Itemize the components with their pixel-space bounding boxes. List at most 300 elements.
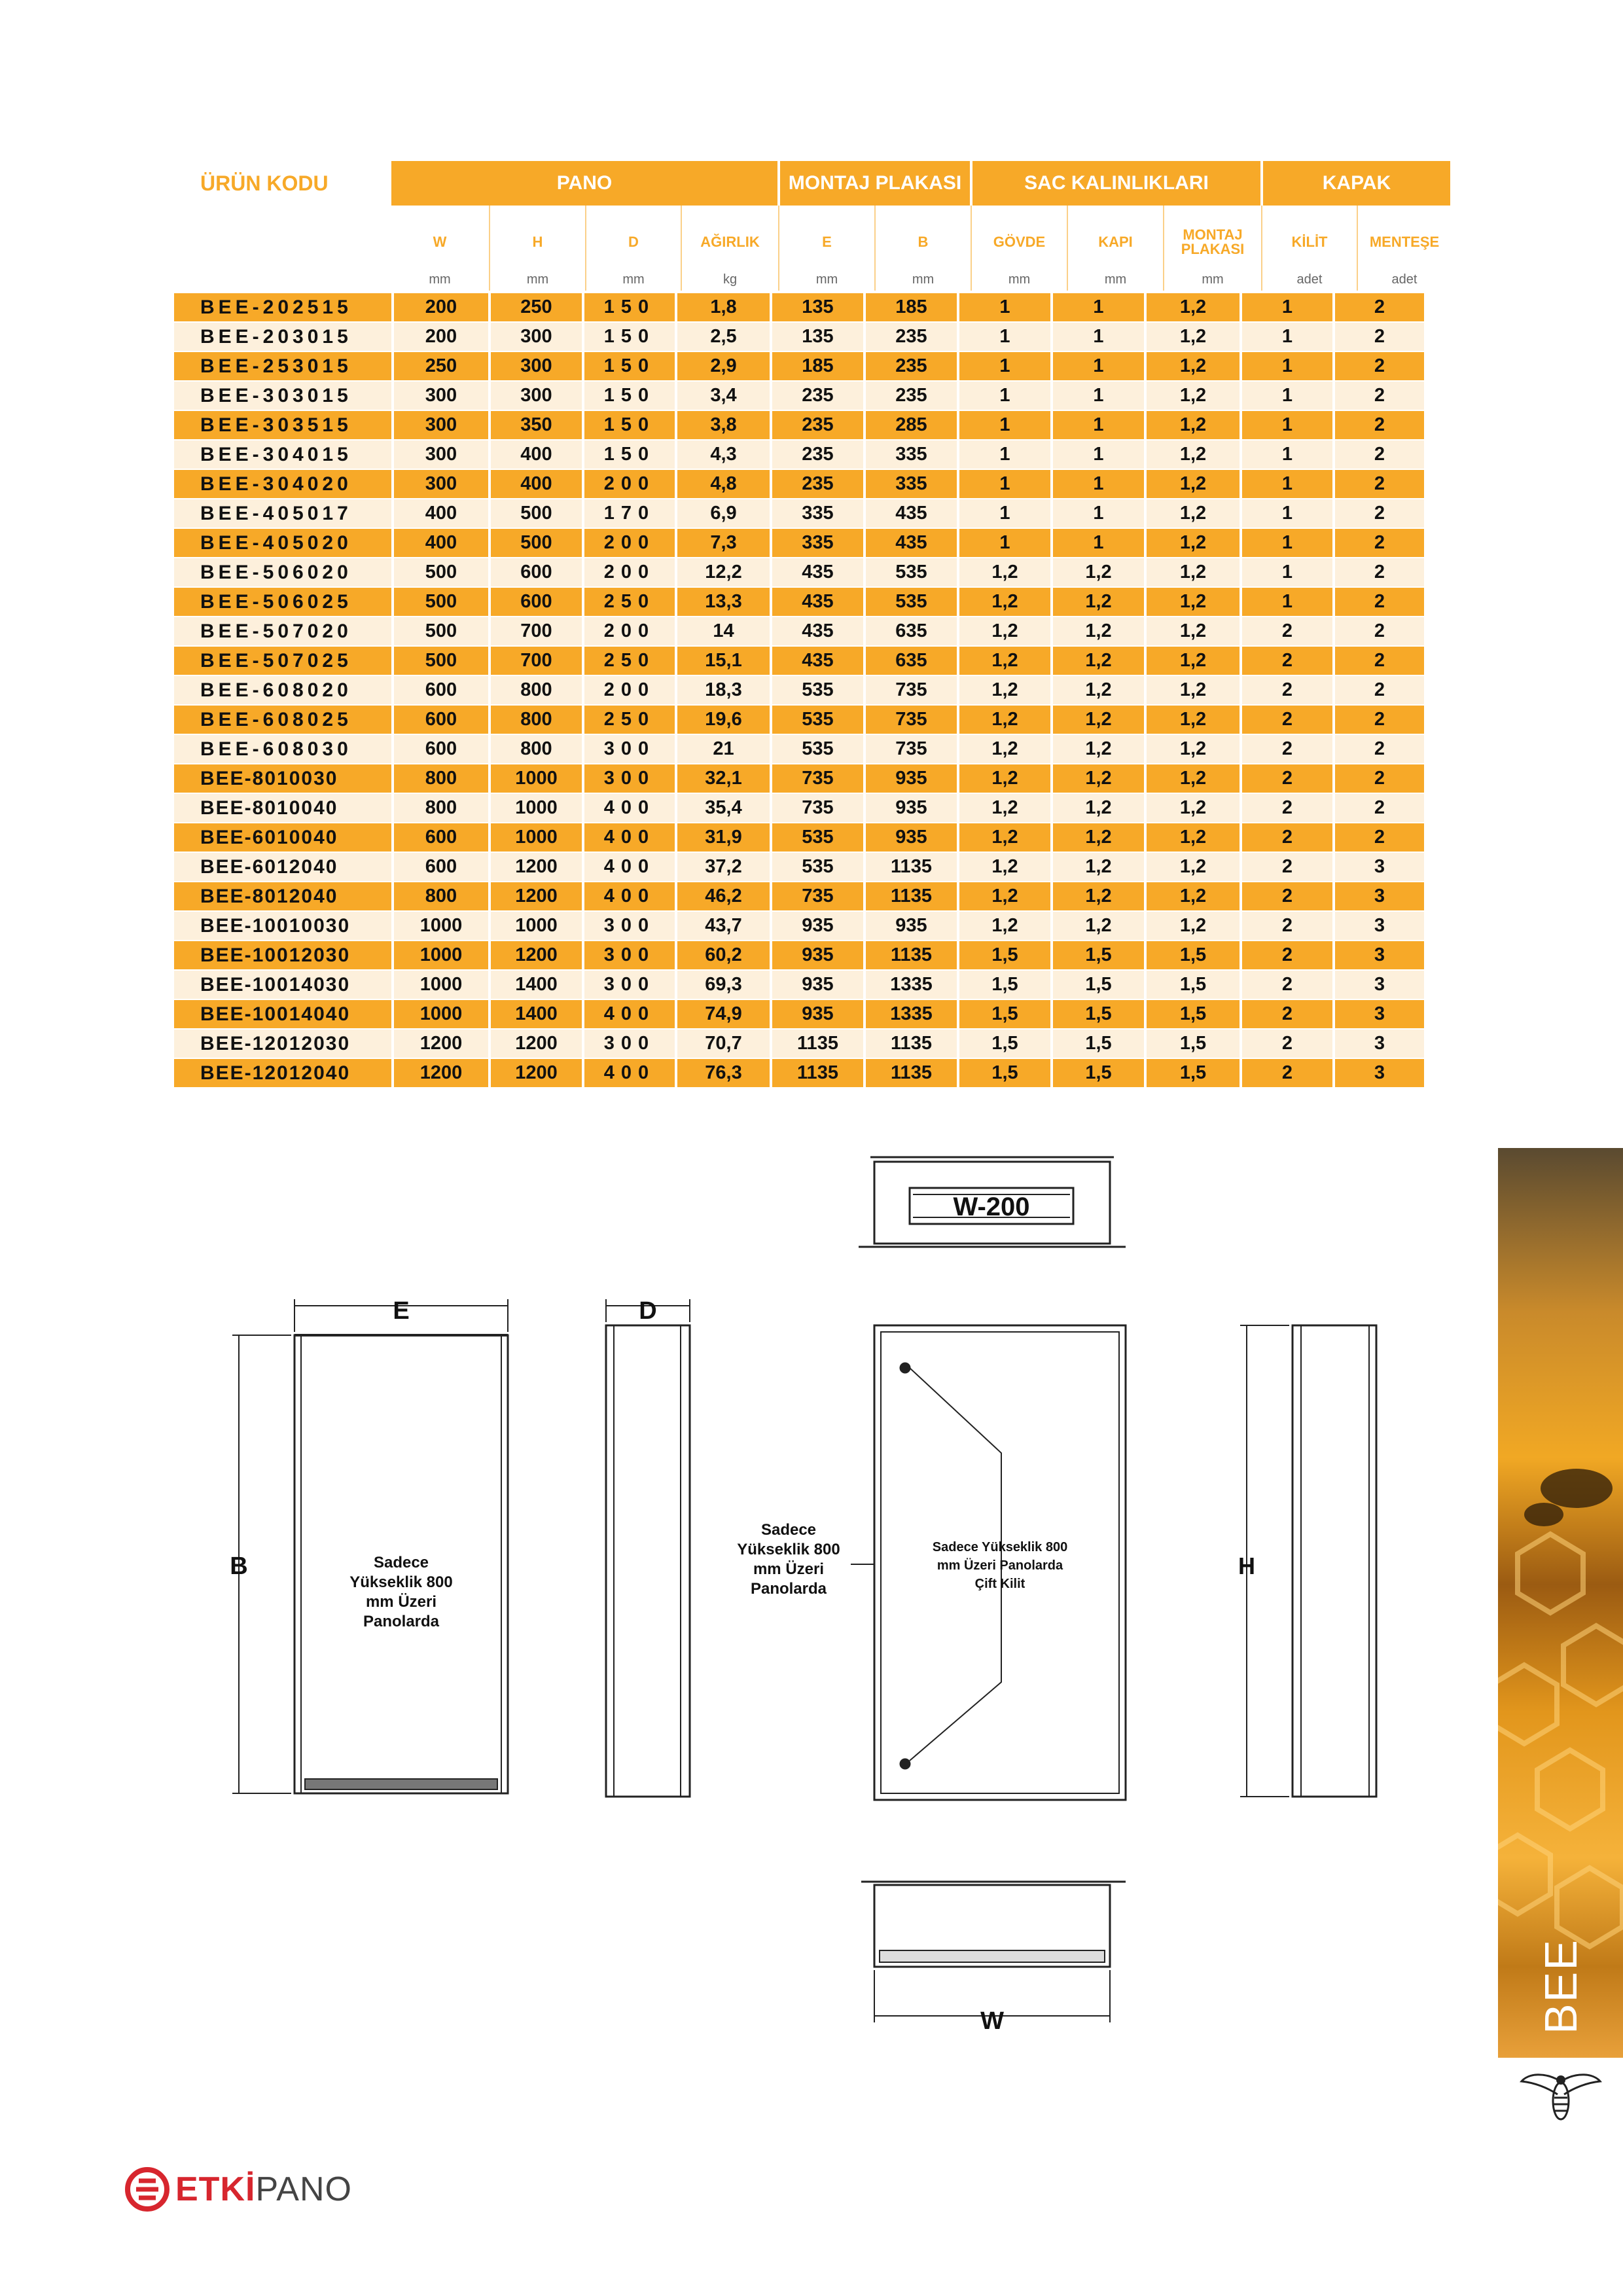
column-divider	[585, 206, 586, 291]
table-cell: 1200	[491, 882, 582, 910]
product-code-cell: BEE-8010030	[174, 764, 391, 793]
table-cell: 1,2	[1147, 853, 1240, 881]
table-cell: 935	[866, 794, 957, 822]
table-cell: 69,3	[677, 971, 770, 999]
table-cell: 1000	[394, 941, 488, 969]
table-cell: 235	[772, 411, 863, 439]
table-cell: 2,5	[677, 323, 770, 351]
table-cell: 1,2	[1053, 676, 1144, 704]
table-cell: 1	[959, 352, 1050, 380]
side-note-line4: Panolarda	[750, 1580, 827, 1598]
dim-label-w: W	[980, 2007, 1004, 2035]
table-cell: 250	[491, 293, 582, 321]
table-cell: 435	[772, 617, 863, 645]
table-cell: 2	[1335, 499, 1424, 528]
table-cell: 12,2	[677, 558, 770, 586]
table-cell: 1,2	[959, 823, 1050, 852]
table-cell: 400	[584, 1000, 675, 1028]
table-cell: 1000	[394, 971, 488, 999]
table-cell: 1,2	[1147, 617, 1240, 645]
column-header: GÖVDE	[993, 234, 1046, 250]
table-cell: 150	[584, 293, 675, 321]
table-row	[174, 941, 1450, 969]
table-cell: 1,5	[959, 1000, 1050, 1028]
column-divider	[489, 206, 490, 291]
dim-label-b: B	[230, 1552, 248, 1580]
table-cell: 2	[1335, 764, 1424, 793]
table-cell: 1,2	[1053, 706, 1144, 734]
table-cell: 800	[491, 735, 582, 763]
product-code-cell: BEE-8012040	[174, 882, 391, 910]
table-cell: 1,2	[1147, 558, 1240, 586]
table-cell: 21	[677, 735, 770, 763]
table-cell: 1,2	[959, 912, 1050, 940]
product-table	[174, 293, 1450, 1088]
table-cell: 2	[1242, 647, 1332, 675]
table-row	[174, 470, 1450, 498]
table-cell: 1,2	[1147, 529, 1240, 557]
front-note-line3: mm Üzeri	[365, 1593, 437, 1611]
table-cell: 300	[394, 470, 488, 498]
table-row	[174, 1000, 1450, 1028]
table-cell: 2	[1242, 971, 1332, 999]
table-cell: 435	[772, 588, 863, 616]
side-note-line2: Yükseklik 800	[737, 1541, 840, 1558]
column-header: D	[628, 234, 639, 250]
table-cell: 600	[491, 588, 582, 616]
product-code-cell: BEE-608020	[174, 676, 391, 704]
product-code-cell: BEE-253015	[174, 352, 391, 380]
table-cell: 1,2	[959, 764, 1050, 793]
table-cell: 2	[1335, 823, 1424, 852]
table-cell: 300	[491, 352, 582, 380]
table-cell: 300	[394, 382, 488, 410]
table-cell: 1	[1242, 440, 1332, 469]
table-cell: 535	[772, 823, 863, 852]
table-cell: 1,5	[1147, 941, 1240, 969]
column-divider	[1067, 206, 1068, 291]
table-cell: 1200	[394, 1059, 488, 1087]
column-unit: mm	[429, 272, 451, 287]
table-cell: 400	[584, 794, 675, 822]
table-cell: 2	[1242, 823, 1332, 852]
table-cell: 1,2	[1147, 411, 1240, 439]
right-side-view-drawing	[1240, 1325, 1376, 1797]
table-cell: 1200	[491, 1030, 582, 1058]
table-cell: 1	[1053, 470, 1144, 498]
table-cell: 285	[866, 411, 957, 439]
column-header: KAPI	[1098, 234, 1133, 250]
table-cell: 4,3	[677, 440, 770, 469]
table-cell: 2	[1242, 1030, 1332, 1058]
table-cell: 1,2	[1053, 558, 1144, 586]
table-cell: 1,2	[1053, 882, 1144, 910]
table-cell: 1,2	[1147, 676, 1240, 704]
table-cell: 37,2	[677, 853, 770, 881]
table-cell: 1135	[866, 1030, 957, 1058]
table-row	[174, 411, 1450, 439]
table-cell: 300	[394, 440, 488, 469]
product-code-cell: BEE-10014040	[174, 1000, 391, 1028]
table-cell: 1135	[866, 941, 957, 969]
table-cell: 535	[772, 676, 863, 704]
column-header: H	[532, 234, 543, 250]
table-cell: 1	[959, 323, 1050, 351]
column-unit: adet	[1296, 272, 1323, 287]
table-cell: 2	[1335, 470, 1424, 498]
side-note-line3: mm Üzeri	[753, 1560, 825, 1578]
table-row	[174, 499, 1450, 528]
table-cell: 1,5	[1053, 1000, 1144, 1028]
table-cell: 1,2	[959, 706, 1050, 734]
table-cell: 535	[772, 853, 863, 881]
table-cell: 335	[772, 499, 863, 528]
table-row	[174, 764, 1450, 793]
table-cell: 235	[772, 470, 863, 498]
product-code-cell: BEE-6010040	[174, 823, 391, 852]
table-cell: 1	[1242, 352, 1332, 380]
table-cell: 2	[1335, 558, 1424, 586]
table-cell: 150	[584, 411, 675, 439]
dim-label-h: H	[1238, 1552, 1255, 1579]
column-unit: mm	[526, 272, 549, 287]
table-cell: 2	[1335, 794, 1424, 822]
side-view-drawing	[606, 1299, 690, 1797]
table-cell: 400	[584, 882, 675, 910]
table-cell: 400	[584, 823, 675, 852]
table-cell: 200	[394, 323, 488, 351]
front-note-line4: Panolarda	[363, 1613, 440, 1630]
table-cell: 74,9	[677, 1000, 770, 1028]
table-cell: 1000	[394, 1000, 488, 1028]
table-cell: 600	[394, 735, 488, 763]
table-cell: 135	[772, 323, 863, 351]
table-row	[174, 706, 1450, 734]
brand-prefix: ETKİ	[175, 2170, 256, 2208]
table-cell: 1,2	[1147, 823, 1240, 852]
table-cell: 250	[394, 352, 488, 380]
table-cell: 600	[394, 706, 488, 734]
table-cell: 500	[394, 588, 488, 616]
table-cell: 3	[1335, 1059, 1424, 1087]
table-cell: 1	[959, 411, 1050, 439]
table-cell: 185	[866, 293, 957, 321]
table-cell: 600	[394, 823, 488, 852]
table-cell: 1135	[866, 1059, 957, 1087]
table-cell: 1,5	[1147, 1030, 1240, 1058]
table-cell: 3	[1335, 971, 1424, 999]
table-row	[174, 912, 1450, 940]
column-unit: mm	[1008, 272, 1031, 287]
table-cell: 1,2	[1147, 794, 1240, 822]
table-cell: 535	[866, 588, 957, 616]
product-code-cell: BEE-303015	[174, 382, 391, 410]
product-code-cell: BEE-8010040	[174, 794, 391, 822]
bee-icon	[1518, 2068, 1603, 2127]
table-cell: 6,9	[677, 499, 770, 528]
table-cell: 2	[1242, 735, 1332, 763]
table-cell: 2	[1242, 912, 1332, 940]
table-cell: 935	[866, 823, 957, 852]
table-cell: 2	[1335, 382, 1424, 410]
table-cell: 935	[866, 764, 957, 793]
table-cell: 935	[772, 1000, 863, 1028]
table-cell: 1,5	[1147, 1059, 1240, 1087]
table-cell: 1,2	[1147, 382, 1240, 410]
table-row	[174, 440, 1450, 469]
table-cell: 500	[394, 558, 488, 586]
product-code-cell: BEE-12012030	[174, 1030, 391, 1058]
table-cell: 1	[1053, 529, 1144, 557]
table-cell: 300	[584, 735, 675, 763]
table-cell: 1,2	[1053, 735, 1144, 763]
table-cell: 1000	[491, 794, 582, 822]
table-cell: 150	[584, 352, 675, 380]
table-cell: 1000	[491, 823, 582, 852]
table-cell: 200	[584, 558, 675, 586]
table-cell: 635	[866, 647, 957, 675]
table-cell: 31,9	[677, 823, 770, 852]
dim-label-d: D	[639, 1297, 657, 1325]
table-cell: 2	[1242, 882, 1332, 910]
table-row	[174, 971, 1450, 999]
table-cell: 1,2	[1147, 647, 1240, 675]
column-divider	[1163, 206, 1164, 291]
table-cell: 43,7	[677, 912, 770, 940]
table-cell: 2	[1335, 588, 1424, 616]
product-code-cell: BEE-405017	[174, 499, 391, 528]
honeycomb-decoration	[1498, 1148, 1623, 2058]
table-cell: 2	[1335, 440, 1424, 469]
table-cell: 1,5	[1147, 1000, 1240, 1028]
table-cell: 1,2	[1147, 764, 1240, 793]
table-cell: 735	[866, 735, 957, 763]
table-cell: 2	[1242, 676, 1332, 704]
table-cell: 300	[491, 382, 582, 410]
table-cell: 1,2	[959, 588, 1050, 616]
table-cell: 235	[772, 382, 863, 410]
column-header: W	[433, 234, 447, 250]
table-row	[174, 1059, 1450, 1087]
table-cell: 400	[584, 853, 675, 881]
brand-suffix: PANO	[255, 2170, 352, 2208]
table-cell: 235	[866, 352, 957, 380]
table-row	[174, 352, 1450, 380]
table-cell: 1,2	[1053, 853, 1144, 881]
table-cell: 1135	[772, 1030, 863, 1058]
table-cell: 1	[1242, 470, 1332, 498]
table-cell: 1,2	[959, 558, 1050, 586]
table-cell: 35,4	[677, 794, 770, 822]
table-cell: 1,2	[1147, 499, 1240, 528]
table-cell: 1	[959, 440, 1050, 469]
table-cell: 1,2	[959, 617, 1050, 645]
table-row	[174, 823, 1450, 852]
column-header: MENTEŞE	[1369, 234, 1440, 250]
table-cell: 250	[584, 588, 675, 616]
column-header: MONTAJ PLAKASI	[1181, 226, 1245, 257]
table-cell: 400	[491, 470, 582, 498]
table-cell: 535	[772, 735, 863, 763]
table-cell: 700	[491, 617, 582, 645]
table-cell: 600	[394, 676, 488, 704]
column-unit: mm	[1202, 272, 1224, 287]
table-cell: 1,2	[1053, 764, 1144, 793]
table-cell: 435	[866, 529, 957, 557]
column-divider	[778, 206, 779, 291]
column-unit: kg	[722, 272, 738, 287]
table-cell: 1,2	[1147, 352, 1240, 380]
table-cell: 1	[1053, 499, 1144, 528]
side-note-line1: Sadece	[760, 1521, 817, 1539]
group-header-pano: PANO	[391, 161, 777, 206]
table-cell: 800	[491, 706, 582, 734]
table-cell: 700	[491, 647, 582, 675]
table-cell: 1000	[491, 912, 582, 940]
table-cell: 1	[1242, 558, 1332, 586]
table-cell: 1	[1053, 323, 1144, 351]
table-cell: 735	[866, 676, 957, 704]
series-label: BEE	[1535, 1938, 1586, 2035]
table-row	[174, 382, 1450, 410]
table-cell: 200	[394, 293, 488, 321]
table-cell: 2	[1242, 617, 1332, 645]
table-cell: 1400	[491, 1000, 582, 1028]
table-row	[174, 293, 1450, 321]
table-cell: 1,2	[959, 794, 1050, 822]
column-header: E	[822, 234, 832, 250]
table-cell: 1	[1242, 411, 1332, 439]
table-cell: 300	[584, 1030, 675, 1058]
column-header: AĞIRLIK	[700, 234, 760, 250]
column-unit: adet	[1391, 272, 1418, 287]
table-cell: 500	[491, 499, 582, 528]
brand-mark-icon	[124, 2166, 170, 2212]
table-cell: 335	[866, 440, 957, 469]
table-cell: 1	[1053, 440, 1144, 469]
table-cell: 19,6	[677, 706, 770, 734]
door-note-line2: mm Üzeri Panolarda	[936, 1558, 1063, 1573]
table-cell: 46,2	[677, 882, 770, 910]
table-cell: 800	[394, 882, 488, 910]
table-cell: 150	[584, 440, 675, 469]
product-code-cell: BEE-203015	[174, 323, 391, 351]
table-cell: 200	[584, 529, 675, 557]
table-cell: 1,2	[959, 647, 1050, 675]
table-cell: 3	[1335, 882, 1424, 910]
table-cell: 1,5	[1053, 1030, 1144, 1058]
front-note-line2: Yükseklik 800	[349, 1573, 453, 1591]
table-cell: 1	[1053, 293, 1144, 321]
product-code-title: ÜRÜN KODU	[200, 171, 329, 195]
table-cell: 2	[1335, 735, 1424, 763]
table-cell: 1,2	[1053, 794, 1144, 822]
table-cell: 13,3	[677, 588, 770, 616]
table-cell: 1200	[491, 1059, 582, 1087]
table-cell: 1135	[866, 882, 957, 910]
table-cell: 1000	[394, 912, 488, 940]
column-unit: mm	[912, 272, 935, 287]
table-cell: 235	[866, 323, 957, 351]
column-divider	[1261, 206, 1262, 291]
table-cell: 1,2	[1147, 735, 1240, 763]
table-cell: 1,2	[1053, 912, 1144, 940]
product-code-cell: BEE-608025	[174, 706, 391, 734]
table-cell: 2	[1242, 853, 1332, 881]
column-divider	[874, 206, 876, 291]
product-code-cell: BEE-507025	[174, 647, 391, 675]
table-cell: 3,4	[677, 382, 770, 410]
table-cell: 535	[772, 706, 863, 734]
table-cell: 300	[394, 411, 488, 439]
table-row	[174, 647, 1450, 675]
table-cell: 2	[1335, 617, 1424, 645]
table-cell: 1	[1053, 411, 1144, 439]
table-cell: 735	[866, 706, 957, 734]
table-cell: 200	[584, 676, 675, 704]
group-header-montaj: MONTAJ PLAKASI	[780, 161, 970, 206]
table-cell: 14	[677, 617, 770, 645]
front-view-drawing	[232, 1299, 508, 1793]
table-cell: 300	[584, 971, 675, 999]
product-code-cell: BEE-10012030	[174, 941, 391, 969]
door-note-line1: Sadece Yükseklik 800	[932, 1540, 1068, 1554]
table-cell: 1000	[491, 764, 582, 793]
table-row	[174, 676, 1450, 704]
table-cell: 1,5	[959, 1030, 1050, 1058]
table-cell: 3	[1335, 941, 1424, 969]
table-cell: 135	[772, 293, 863, 321]
table-cell: 76,3	[677, 1059, 770, 1087]
table-cell: 1135	[866, 853, 957, 881]
product-code-cell: BEE-6012040	[174, 853, 391, 881]
table-cell: 400	[491, 440, 582, 469]
table-row	[174, 558, 1450, 586]
table-cell: 70,7	[677, 1030, 770, 1058]
table-cell: 2	[1242, 764, 1332, 793]
product-code-cell: BEE-10014030	[174, 971, 391, 999]
table-cell: 2	[1242, 706, 1332, 734]
bottom-view-drawing	[861, 1882, 1126, 2022]
table-cell: 2	[1335, 706, 1424, 734]
dim-label-e: E	[393, 1297, 410, 1325]
table-cell: 800	[394, 764, 488, 793]
table-cell: 185	[772, 352, 863, 380]
table-cell: 1	[1242, 293, 1332, 321]
table-cell: 250	[584, 706, 675, 734]
table-cell: 1,8	[677, 293, 770, 321]
table-cell: 1,2	[1053, 588, 1144, 616]
table-cell: 1,2	[1053, 823, 1144, 852]
table-cell: 350	[491, 411, 582, 439]
product-code-cell: BEE-507020	[174, 617, 391, 645]
table-cell: 500	[394, 647, 488, 675]
table-cell: 935	[866, 912, 957, 940]
table-cell: 1,2	[1053, 617, 1144, 645]
table-cell: 635	[866, 617, 957, 645]
table-row	[174, 794, 1450, 822]
table-cell: 2	[1335, 676, 1424, 704]
table-cell: 1,5	[1147, 971, 1240, 999]
table-cell: 1,2	[959, 676, 1050, 704]
table-cell: 2	[1242, 941, 1332, 969]
table-cell: 1,2	[1147, 323, 1240, 351]
product-code-cell: BEE-202515	[174, 293, 391, 321]
table-cell: 435	[772, 558, 863, 586]
table-cell: 435	[772, 647, 863, 675]
table-cell: 735	[772, 794, 863, 822]
table-cell: 7,3	[677, 529, 770, 557]
